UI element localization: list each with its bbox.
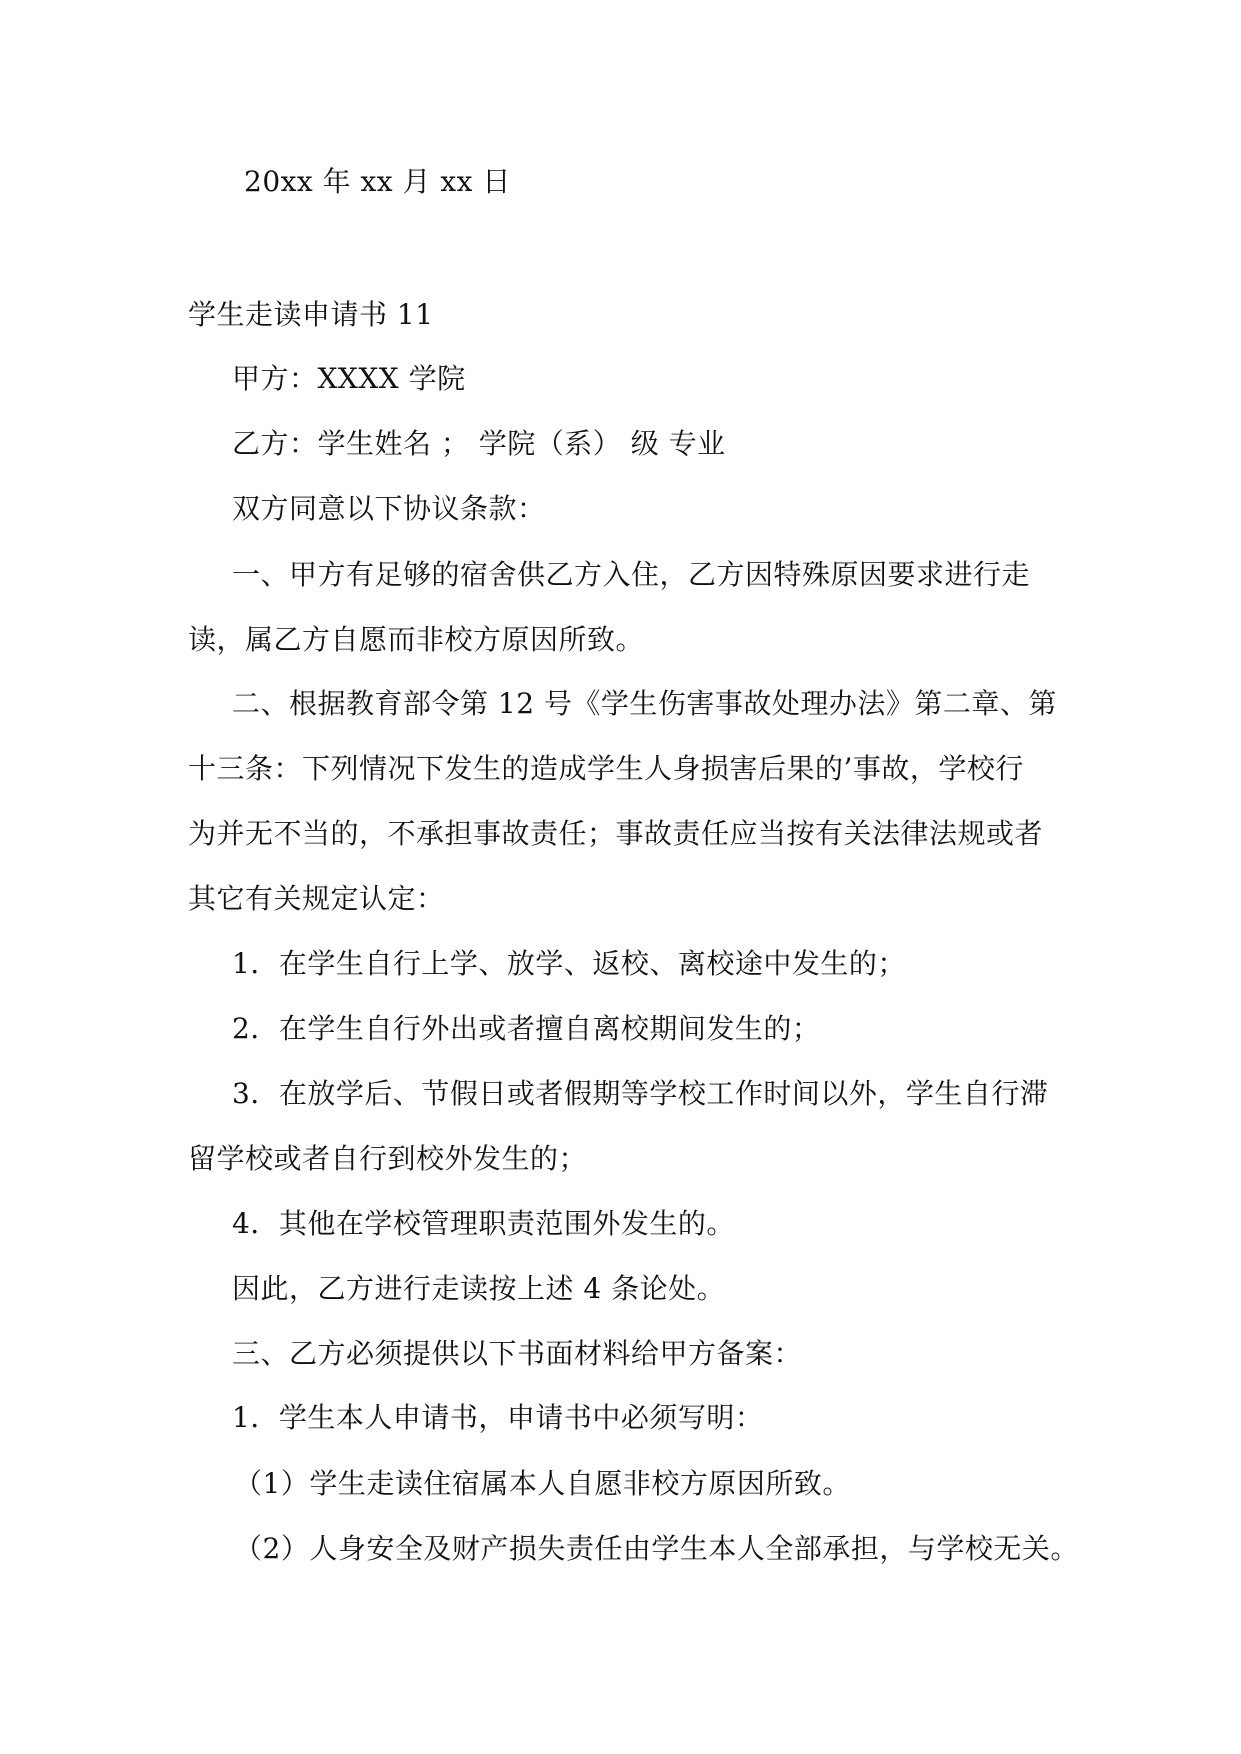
clause-two-line-1: 二、根据教育部令第 12 号《学生伤害事故处理办法》第二章、第 bbox=[232, 687, 1057, 720]
item-3-line-1: 3．在放学后、节假日或者假期等学校工作时间以外，学生自行滞 bbox=[232, 1077, 1049, 1110]
clause-one-line-2: 读，属乙方自愿而非校方原因所致。 bbox=[188, 623, 645, 656]
item-1: 1．在学生自行上学、放学、返校、离校途中发生的； bbox=[232, 947, 906, 980]
clause-two-line-3: 为并无不当的，不承担事故责任；事故责任应当按有关法律法规或者 bbox=[188, 817, 1044, 850]
date-line: 20xx 年 xx 月 xx 日 bbox=[244, 165, 511, 198]
material-1: 1．学生本人申请书，申请书中必须写明： bbox=[232, 1401, 764, 1434]
clause-one-line-1: 一、甲方有足够的宿舍供乙方入住，乙方因特殊原因要求进行走 bbox=[232, 558, 1031, 591]
clause-three-line: 三、乙方必须提供以下书面材料给甲方备案： bbox=[232, 1337, 803, 1370]
sub-item-1: （1）学生走读住宿属本人自愿非校方原因所致。 bbox=[234, 1467, 851, 1500]
item-4: 4．其他在学校管理职责范围外发生的。 bbox=[232, 1207, 735, 1240]
item-3-line-2: 留学校或者自行到校外发生的； bbox=[188, 1142, 588, 1175]
clause-two-line-2: 十三条：下列情况下发生的造成学生人身损害后果的’事故，学校行 bbox=[188, 752, 1024, 785]
agreement-intro: 双方同意以下协议条款： bbox=[232, 492, 546, 525]
item-2: 2．在学生自行外出或者擅自离校期间发生的； bbox=[232, 1012, 821, 1045]
conclusion-line: 因此，乙方进行走读按上述 4 条论处。 bbox=[232, 1272, 726, 1305]
sub-item-2: （2）人身安全及财产损失责任由学生本人全部承担，与学校无关。 bbox=[234, 1532, 1079, 1565]
party-b-line: 乙方：学生姓名 ； 学院（系） 级 专业 bbox=[232, 427, 726, 460]
document-title: 学生走读申请书 11 bbox=[188, 298, 434, 331]
clause-two-line-4: 其它有关规定认定： bbox=[188, 882, 445, 915]
party-a-line: 甲方：XXXX 学院 bbox=[232, 362, 466, 395]
